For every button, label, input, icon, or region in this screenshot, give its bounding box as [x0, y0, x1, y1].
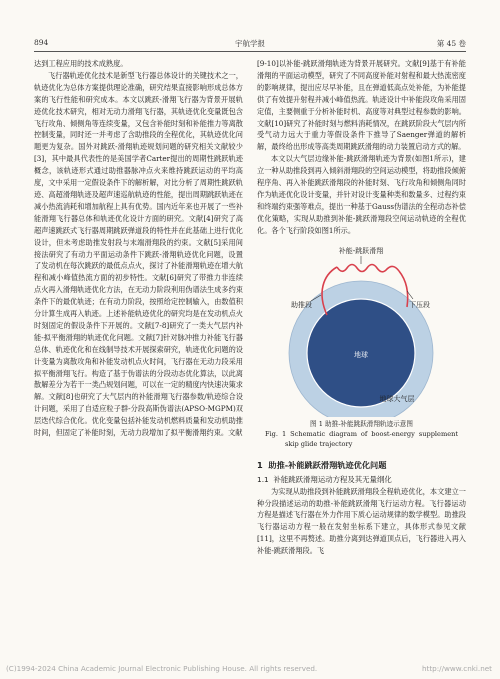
figure-caption	[257, 419, 466, 449]
paragraph: 本文以大气层边缘补能-跳跃滑翔轨迹为背景(如图1所示)，建立一种从助推段到再入倾斜滑翔段的空间运动模型，将助推段倾俯程序角、再入补能跳跃滑翔段的补能时刻、飞行攻角和倾侧角同时作为轨迹优化设计变量，并针对设计变量种类和数量多、过程约束和终端约束强等难点，提出一种基于Gauss伪谱法的全程动态补偿优化策略，实现从助推到补能-跳跃滑翔段空间运动轨迹的全程优化。各个飞行阶段如图1所示。	[257, 154, 466, 235]
subsection-number: 1.1	[257, 474, 269, 484]
paragraph: 飞行器轨迹优化技术是新型飞行器总体设计的关键技术之一，轨迹优化为总体方案提供理论准确，研究结果直接影响形成总体方案的飞行性能和研究成本。本文以跳跃-滑翔飞行器为背景开展轨迹优化技术研究，相对无动力滑翔飞行器，其轨迹优化变量既包含飞行攻角、倾侧角等连续变量，又包含补能时刻和补能推力等离散控制变量，同时还一并考虑了含助推段的全程优化，其轨迹优化问题更为复杂。国外对跳跃-滑翔轨迹规划问题的研究相关文献较少[3]，其中最具代表性的是美国学者Carter提出的周期性跳跃轨迹概念，该轨迹形式通过助推器脉冲点火来维持跳跃运动的平均高度，文中采用一定假设条件下的解析解，对比分析了周期性跳跃轨迹、高超滑翔轨迹及超声速巡航轨迹的性能，提出周期跳跃轨迹在减小热流消耗和增加航程上具有优势。国内近年来也开展了一些补能滑翔飞行器总体和轨迹优化设计方面的研究。文献[4]研究了高超声速跳跃式飞行器周期跳跃弹道段的特性并在此基础上进行优化设计，但未考虑助推发射段与末端滑翔段的约束。文献[5]采用间接法研究了有动力平面运动条件下跳跃-滑翔轨迹优化问题，设置了发动机在每次跳跃的最低点点火，探讨了补能滑翔轨迹在增大航程和减小峰值热流方面的初步特性。文献[6]研究了带推力非连续点火再入滑翔轨迹优化方法，在无动力阶段利用伪谱法生成多约束条件下的最优轨迹；在有动力阶段，按照给定控制输入，由数值积分计算生成再入轨迹。上述补能轨迹优化的研究均是在发动机点火时刻固定的假设条件下开展的。文献[7-8]研究了一类大气层内补能-拟平衡滑翔的轨迹优化问题。文献[7]针对脉冲推力补能飞行器总体、轨迹优化和在线制导技术开展探索研究，轨迹优化问题的设计变量为离散攻角和补能发动机点火时间，飞行器在无动力段采用拟平衡滑翔飞行。构造了基于伪谱法的分段动态优化算法，以此离散解差分为若干一类凸规划问题，可以在一定的精度内快速决策求解。文献[8]也研究了大气层内的补能滑翔飞行器参数/轨迹综合设计问题，采用了自适应粒子群-分段高斯伪谱法(APSO-MGPM)双层迭代综合优化。优化变量包括补能发动机燃料质量和发动机助推时间，但固定了补能时刻，无动力段增加了拟平衡滑翔约束。文献	[34, 70, 243, 438]
subsection-title: 补能跳跃滑翔运动方程及其无量纲化	[273, 474, 392, 484]
copyright-notice: (C)1994-2024 China Academic Journal Electronic Publishing House. All rights reserved.	[6, 664, 318, 673]
label-boost: 助推段	[291, 300, 312, 309]
label-earth: 地球	[354, 350, 368, 359]
journal-title: 宇航学报	[235, 39, 265, 48]
page-number: 894	[34, 38, 49, 47]
volume-label: 第 45 卷	[436, 39, 466, 48]
subsection-heading	[257, 474, 466, 486]
skip-glide-trajectory	[337, 264, 399, 271]
paragraph: [9-10]以补能-跳跃滑翔轨迹为背景开展研究。文献[9]基于有补能滑翔的平面运动模型，研究了不同高度补能对射程和最大热流密度的影响规律，提出应尽早补能，且在弹道低高点处补能，为补能提供了有效提升射程并减小峰值热流。轨迹设计中补能段攻角采用固定值，主要侧重于分析补能时机、高度等对典型过程参数的影响。文献[10]研究了补能时刻与燃料消耗情况，在跳跃阶段大气层内所受气动力远大于重力等假设条件下推导了Saenger弹道的解析解，最终给出形成等高类周期跳跃滑翔的动力装置启动方式的解。	[257, 59, 466, 152]
label-boost-glide: 补能-跳跃滑翔	[338, 246, 384, 255]
section-number: 1	[257, 459, 263, 470]
section-heading	[257, 459, 466, 472]
figure-1	[257, 241, 466, 417]
caption-english: Fig. 1 Schematic diagram of boost-energy supplement skip glide trajectory	[265, 429, 458, 448]
label-atmosphere: 地球大气层	[379, 394, 415, 403]
right-column	[257, 58, 466, 557]
page-header	[34, 38, 466, 50]
cnki-url: http://www.cnki.net	[421, 664, 492, 673]
left-column	[34, 58, 243, 439]
header-rule	[34, 51, 466, 52]
trajectory-diagram	[257, 241, 466, 417]
section-title: 助推-补能跳跃滑翔轨迹优化问题	[268, 459, 387, 470]
paragraph: 为实现从助推段到补能跳跃滑翔段全程轨迹优化，本文建立一种分段描述运动的助推-补能跳跃滑翔飞行运动方程。飞行器运动方程是描述飞行器在外力作用下质心运动规律的数学模型。助推段飞行器运动方程一般在发射坐标系下建立，具体形式参见文献[11]，这里不再赘述。助推分离到达弹道顶点后，飞行器进入再入补能-跳跃滑翔段。飞	[257, 486, 466, 556]
paragraph: 达到工程应用的技术成熟度。	[34, 59, 128, 68]
label-dive: 下压段	[409, 300, 430, 309]
caption-chinese: 图 1 助推-补能跳跃滑翔轨迹示意图	[310, 419, 413, 428]
